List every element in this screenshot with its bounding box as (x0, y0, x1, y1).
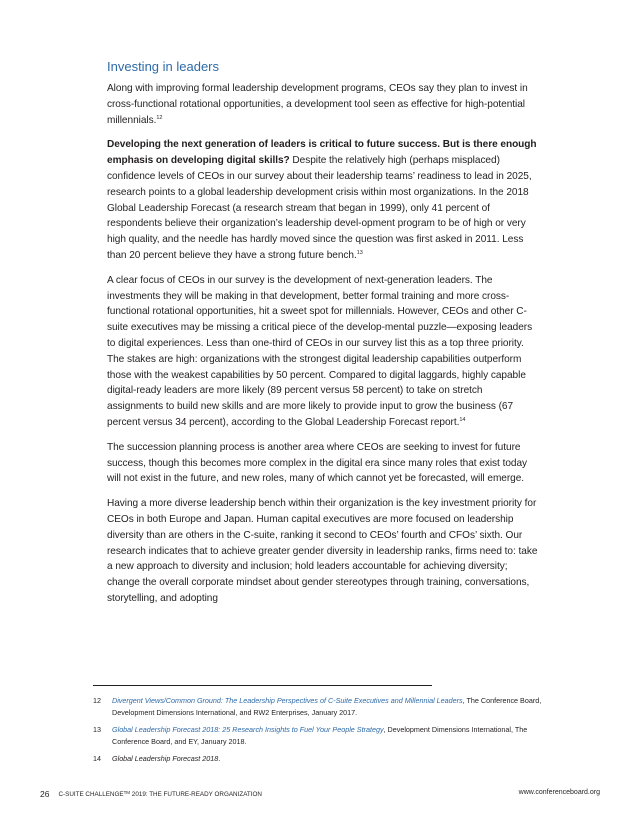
footnote-13 (93, 724, 543, 747)
main-content (107, 59, 539, 616)
footnote-text: , Development Dimensions International, The Conference Board, and EY, January 2018. (112, 725, 528, 746)
footnote-text: . (218, 754, 221, 763)
publication-title (58, 791, 262, 798)
footnote-ref-14[interactable]: 14 (459, 416, 466, 423)
footnote-divider (93, 685, 432, 686)
footnote-12 (93, 695, 543, 718)
footnote-ref-13[interactable]: 13 (356, 249, 363, 256)
section-heading: Investing in leaders (107, 59, 220, 74)
paragraph-4: The succession planning process is another area where CEOs are seeking to invest for future success, though this becomes more complex in the digital era since many roles that exist today will not exist in the future, and new roles, many of which cannot yet be forecasted, will emerge. (107, 441, 528, 485)
footnote-title: Global Leadership Forecast 2018 (112, 754, 219, 763)
website-link[interactable]: www.conferenceboard.org (518, 789, 600, 796)
paragraph-3-text: A clear focus of CEOs in our survey is the development of next-generation leaders. The investments they will be making in that development, better formal training and more cross-functional rotational opportunities, hit a sweet spot for millennials. However, CEOs and other C-suite executives may be missing a critical piece of the develop-mental puzzle—exposing leaders to digital experiences. Less than one-third of CEOs in our survey list this as a top three priority. The stakes are high: organizations with the strongest digital leadership capabilities outperform those with the weakest capabilities by 50 percent. Compared to digital laggards, highly capable digital-ready leaders are more likely (89 percent versus 58 percent) to take on stretch assignments to build new skills and are more likely to provide input to grow the business (67 percent versus 34 percent), according to the Global Leadership Forecast report. (107, 274, 533, 428)
paragraph-5: Having a more diverse leadership bench within their organization is the key investment priority for CEOs in both Europe and Japan. Human capital executives are more focused on leadership diversity than are others in the C-suite, ranking it second to CEOs’ fourth and CFOs’ sixth. Our research indicates that to achieve greater gender diversity in leadership ranks, firms need to: take a new approach to diversity and inclusion; hold leaders accountable for achieving diversity; change the overall corporate mindset about gender stereotypes through training, conversations, storytelling, and adopting (107, 498, 538, 604)
footnote-number: 14 (93, 754, 101, 763)
footnotes (93, 685, 543, 771)
page-number: 26 (40, 789, 50, 799)
footnote-14 (93, 753, 543, 765)
paragraph-1 (107, 81, 539, 128)
paragraph-3 (107, 273, 539, 431)
publication-title-prefix: C-SUITE CHALLENGE (58, 791, 124, 798)
footnote-ref-12[interactable]: 12 (156, 114, 163, 121)
footnote-text: , The Conference Board, Development Dimensions International, and RW2 Enterprises, January 2017. (112, 696, 542, 717)
paragraph-2-text: Despite the relatively high (perhaps misplaced) confidence levels of CEOs in our survey about their leadership teams’ readiness to lead in 2025, research points to a global leadership development crisis within most organizations. In the 2018 Global Leadership Forecast (a research stream that began in 1999), only 41 percent of respondents believe their organization’s leadership devel-opment program to be of high or very high quality, and the needle has hardly moved since the question was first asked in 2011. Less than 20 percent believe they have a strong future bench. (107, 155, 532, 261)
trademark-mark: TM (123, 790, 131, 795)
page-footer (40, 788, 600, 800)
paragraph-2 (107, 137, 539, 263)
footnote-number: 12 (93, 696, 101, 705)
publication-title-suffix: 2019: THE FUTURE-READY ORGANIZATION (130, 791, 262, 798)
paragraph-1-text: Along with improving formal leadership development programs, CEOs say they plan to invest in cross-functional rotational opportunities, a development tool seen as effective for high-potential millennials. (107, 83, 528, 126)
footnote-link[interactable]: Divergent Views/Common Ground: The Leadership Perspectives of C-Suite Executives and Millennial Leaders (112, 696, 463, 705)
footnote-link[interactable]: Global Leadership Forecast 2018: 25 Research Insights to Fuel Your People Strategy (112, 725, 384, 734)
footnote-number: 13 (93, 725, 101, 734)
paragraph-2-lead: Developing the next generation of leaders is critical to future success. But is there enough emphasis on developing digital skills? (107, 139, 537, 167)
